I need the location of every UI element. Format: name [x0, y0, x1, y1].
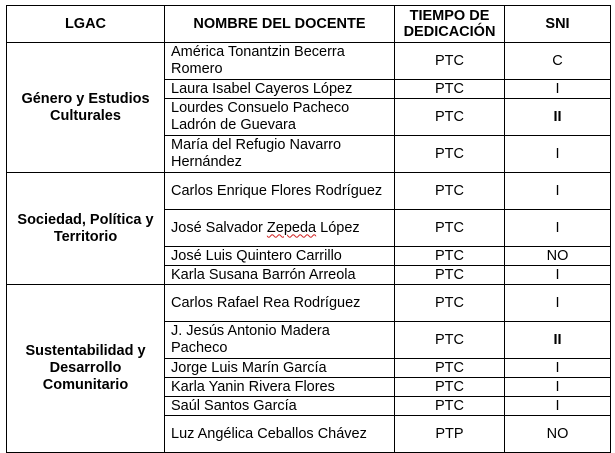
sni-cell: I: [505, 80, 611, 99]
sni-cell: NO: [505, 247, 611, 266]
dedicacion-cell: PTP: [395, 416, 505, 453]
sni-cell: I: [505, 210, 611, 247]
table-row: [7, 285, 611, 322]
spellcheck-word: Zepeda: [266, 219, 317, 236]
sni-cell: I: [505, 266, 611, 285]
dedicacion-cell: PTC: [395, 266, 505, 285]
docente-cell: América Tonantzin Becerra Romero: [165, 43, 395, 80]
dedicacion-cell: PTC: [395, 173, 505, 210]
docente-cell: [165, 210, 395, 247]
docente-cell: Luz Angélica Ceballos Chávez: [165, 416, 395, 453]
sni-cell: C: [505, 43, 611, 80]
sni-cell: I: [505, 136, 611, 173]
docente-cell: Laura Isabel Cayeros López: [165, 80, 395, 99]
dedicacion-cell: PTC: [395, 397, 505, 416]
docente-cell: Carlos Rafael Rea Rodríguez: [165, 285, 395, 322]
header-dedicacion: TIEMPO DE DEDICACIÓN: [395, 6, 505, 43]
docente-cell: J. Jesús Antonio Madera Pacheco: [165, 322, 395, 359]
dedicacion-cell: PTC: [395, 210, 505, 247]
dedicacion-cell: PTC: [395, 43, 505, 80]
sni-cell: I: [505, 397, 611, 416]
sni-cell: II: [505, 99, 611, 136]
lgac-cell: Género y Estudios Culturales: [7, 43, 165, 173]
dedicacion-cell: PTC: [395, 378, 505, 397]
docente-cell: Lourdes Consuelo Pacheco Ladrón de Guevara: [165, 99, 395, 136]
sni-cell: I: [505, 285, 611, 322]
dedicacion-cell: PTC: [395, 322, 505, 359]
header-sni: SNI: [505, 6, 611, 43]
dedicacion-cell: PTC: [395, 285, 505, 322]
sni-cell: I: [505, 173, 611, 210]
lgac-cell: Sustentabilidad y Desarrollo Comunitario: [7, 285, 165, 453]
docente-cell: Saúl Santos García: [165, 397, 395, 416]
header-docente: NOMBRE DEL DOCENTE: [165, 6, 395, 43]
docente-name-part: José Salvador: [171, 219, 267, 236]
dedicacion-cell: PTC: [395, 99, 505, 136]
dedicacion-cell: PTC: [395, 80, 505, 99]
sni-cell: II: [505, 322, 611, 359]
sni-cell: NO: [505, 416, 611, 453]
table-row: [7, 43, 611, 80]
header-lgac: LGAC: [7, 6, 165, 43]
table-row: [7, 173, 611, 210]
docente-cell: María del Refugio Navarro Hernández: [165, 136, 395, 173]
lgac-cell: Sociedad, Política y Territorio: [7, 173, 165, 285]
docente-name-part: López: [316, 219, 360, 236]
faculty-table: [6, 5, 611, 453]
dedicacion-cell: PTC: [395, 136, 505, 173]
header-row: [7, 6, 611, 43]
sni-cell: I: [505, 359, 611, 378]
docente-cell: Jorge Luis Marín García: [165, 359, 395, 378]
docente-cell: Karla Yanin Rivera Flores: [165, 378, 395, 397]
dedicacion-cell: PTC: [395, 359, 505, 378]
docente-cell: Karla Susana Barrón Arreola: [165, 266, 395, 285]
dedicacion-cell: PTC: [395, 247, 505, 266]
docente-cell: Carlos Enrique Flores Rodríguez: [165, 173, 395, 210]
sni-cell: I: [505, 378, 611, 397]
docente-cell: José Luis Quintero Carrillo: [165, 247, 395, 266]
